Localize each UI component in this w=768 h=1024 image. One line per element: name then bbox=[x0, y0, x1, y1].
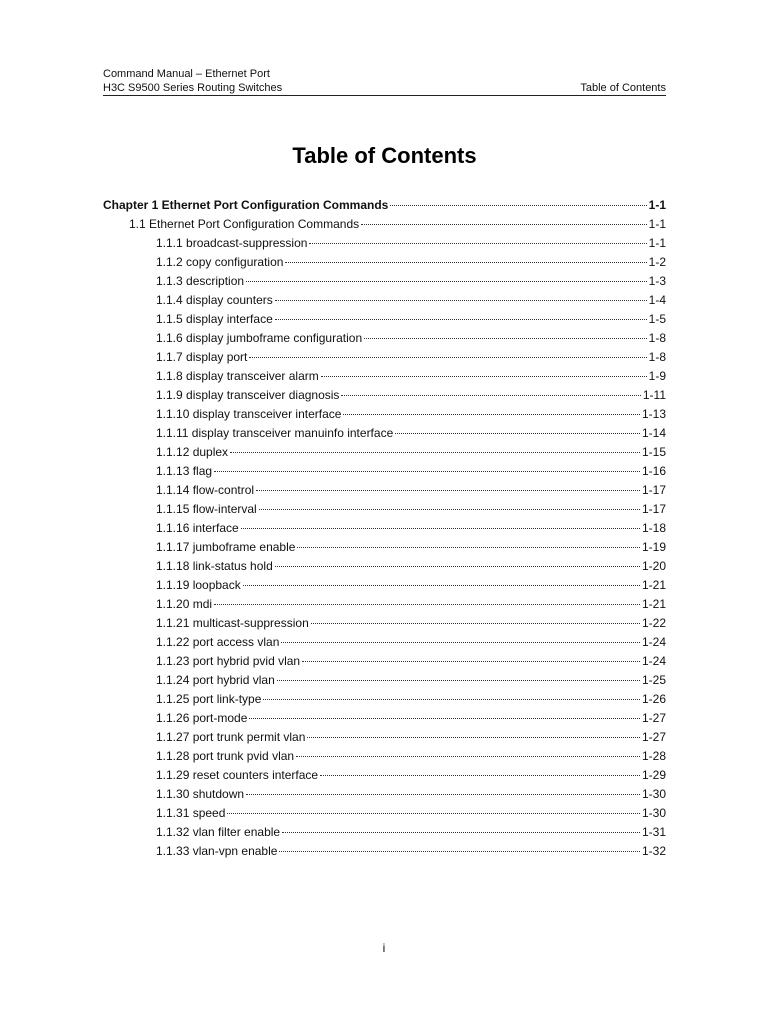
toc-dot-leader bbox=[275, 565, 640, 567]
toc-entry[interactable] bbox=[103, 424, 666, 443]
toc-dot-leader bbox=[275, 299, 647, 301]
toc-entry[interactable] bbox=[103, 633, 666, 652]
toc-entry-page: 1-8 bbox=[648, 331, 666, 345]
toc-dot-leader bbox=[343, 413, 640, 415]
toc-entry[interactable] bbox=[103, 614, 666, 633]
toc-entry-label: 1.1.24 port hybrid vlan bbox=[156, 673, 275, 687]
toc-entry-label: 1.1.10 display transceiver interface bbox=[156, 407, 342, 421]
toc-entry-label: 1.1.21 multicast-suppression bbox=[156, 616, 309, 630]
toc-dot-leader bbox=[364, 337, 647, 339]
toc-entry-label: 1.1.9 display transceiver diagnosis bbox=[156, 388, 340, 402]
toc-entry-page: 1-9 bbox=[648, 369, 666, 383]
toc-dot-leader bbox=[275, 318, 647, 320]
toc-dot-leader bbox=[214, 603, 640, 605]
toc-entry-page: 1-25 bbox=[641, 673, 666, 687]
toc-entry-page: 1-3 bbox=[648, 274, 666, 288]
toc-entry-page: 1-32 bbox=[641, 844, 666, 858]
page-number: i bbox=[382, 941, 386, 955]
toc-entry[interactable] bbox=[103, 785, 666, 804]
toc-dot-leader bbox=[227, 812, 640, 814]
toc-entry-page: 1-27 bbox=[641, 730, 666, 744]
toc-entry-page: 1-21 bbox=[641, 597, 666, 611]
toc-dot-leader bbox=[246, 280, 647, 282]
header-section-name: Table of Contents bbox=[580, 82, 666, 94]
toc-dot-leader bbox=[307, 736, 640, 738]
toc-entry-page: 1-5 bbox=[648, 312, 666, 326]
toc-entry[interactable] bbox=[103, 671, 666, 690]
toc-entry[interactable] bbox=[103, 329, 666, 348]
toc-entry-label: 1.1.25 port link-type bbox=[156, 692, 262, 706]
toc-entry-label: 1.1.29 reset counters interface bbox=[156, 768, 319, 782]
toc-entry-label: 1.1.13 flag bbox=[156, 464, 213, 478]
toc-entry[interactable] bbox=[103, 386, 666, 405]
toc-entry[interactable] bbox=[103, 348, 666, 367]
toc-entry-label: 1.1.26 port-mode bbox=[156, 711, 248, 725]
toc-entry-label: 1.1.16 interface bbox=[156, 521, 239, 535]
toc-entry-page: 1-24 bbox=[641, 635, 666, 649]
toc-entry-label: 1.1.4 display counters bbox=[156, 293, 273, 307]
toc-dot-leader bbox=[256, 489, 640, 491]
toc-entry-page: 1-26 bbox=[641, 692, 666, 706]
toc-entry-label: 1.1.33 vlan-vpn enable bbox=[156, 844, 278, 858]
toc-entry-label: 1.1.3 description bbox=[156, 274, 245, 288]
toc-entry[interactable] bbox=[103, 576, 666, 595]
toc-entry[interactable] bbox=[103, 557, 666, 576]
toc-entry[interactable] bbox=[103, 728, 666, 747]
product-name: H3C S9500 Series Routing Switches bbox=[103, 82, 283, 94]
toc-entry-page: 1-18 bbox=[641, 521, 666, 535]
toc-entry-page: 1-4 bbox=[648, 293, 666, 307]
toc-entry-page: 1-17 bbox=[641, 483, 666, 497]
toc-entry-page: 1-1 bbox=[648, 217, 666, 231]
toc-entry-label: 1.1.22 port access vlan bbox=[156, 635, 280, 649]
toc-entry-label: 1.1.19 loopback bbox=[156, 578, 241, 592]
toc-entry-page: 1-31 bbox=[641, 825, 666, 839]
toc-dot-leader bbox=[259, 508, 640, 510]
toc-entry-label: 1.1.14 flow-control bbox=[156, 483, 255, 497]
toc-entry[interactable] bbox=[103, 367, 666, 386]
toc-dot-leader bbox=[320, 774, 640, 776]
toc-dot-leader bbox=[321, 375, 647, 377]
toc-dot-leader bbox=[249, 717, 640, 719]
toc-entry-page: 1-13 bbox=[641, 407, 666, 421]
toc-entry[interactable] bbox=[103, 291, 666, 310]
toc-entry[interactable] bbox=[103, 538, 666, 557]
toc-entry-page: 1-29 bbox=[641, 768, 666, 782]
toc-entry-page: 1-14 bbox=[641, 426, 666, 440]
toc-dot-leader bbox=[311, 622, 640, 624]
toc-entry[interactable] bbox=[103, 234, 666, 253]
toc-dot-leader bbox=[277, 679, 640, 681]
toc-dot-leader bbox=[214, 470, 640, 472]
toc-dot-leader bbox=[296, 755, 640, 757]
toc-dot-leader bbox=[249, 356, 646, 358]
toc-entry-label: 1.1.1 broadcast-suppression bbox=[156, 236, 308, 250]
toc-entry-label: 1.1.32 vlan filter enable bbox=[156, 825, 281, 839]
toc-dot-leader bbox=[246, 793, 640, 795]
toc-entry-label: 1.1.2 copy configuration bbox=[156, 255, 284, 269]
toc-dot-leader bbox=[285, 261, 646, 263]
toc-entry-page: 1-16 bbox=[641, 464, 666, 478]
toc-entry-page: 1-1 bbox=[648, 198, 666, 212]
toc-dot-leader bbox=[263, 698, 640, 700]
toc-entry[interactable] bbox=[103, 405, 666, 424]
toc-entry-page: 1-15 bbox=[641, 445, 666, 459]
toc-entry-label: 1.1.28 port trunk pvid vlan bbox=[156, 749, 295, 763]
toc-entry-label: 1.1.27 port trunk permit vlan bbox=[156, 730, 306, 744]
toc-entry-label: 1.1.17 jumboframe enable bbox=[156, 540, 296, 554]
toc-entry[interactable] bbox=[103, 652, 666, 671]
toc-entry-page: 1-8 bbox=[648, 350, 666, 364]
toc-entry-page: 1-1 bbox=[648, 236, 666, 250]
toc-entry[interactable] bbox=[103, 842, 666, 861]
toc-entry[interactable] bbox=[103, 823, 666, 842]
toc-entry-label: Chapter 1 Ethernet Port Configuration Commands bbox=[103, 198, 389, 212]
toc-entry[interactable] bbox=[103, 310, 666, 329]
toc-entry[interactable] bbox=[103, 747, 666, 766]
toc-entry-label: 1.1.20 mdi bbox=[156, 597, 213, 611]
toc-entry-label: 1.1.11 display transceiver manuinfo interface bbox=[156, 426, 394, 440]
toc-entry[interactable] bbox=[103, 272, 666, 291]
page-header bbox=[103, 67, 666, 95]
toc-entry[interactable] bbox=[103, 462, 666, 481]
toc-entry[interactable] bbox=[103, 500, 666, 519]
toc-entry-page: 1-17 bbox=[641, 502, 666, 516]
manual-title: Command Manual – Ethernet Port bbox=[103, 68, 270, 80]
toc-entry-page: 1-2 bbox=[648, 255, 666, 269]
toc-entry-label: 1.1.23 port hybrid pvid vlan bbox=[156, 654, 301, 668]
toc-entry-page: 1-27 bbox=[641, 711, 666, 725]
toc-entry-page: 1-21 bbox=[641, 578, 666, 592]
table-of-contents bbox=[103, 196, 666, 861]
toc-dot-leader bbox=[241, 527, 640, 529]
toc-entry-label: 1.1.15 flow-interval bbox=[156, 502, 257, 516]
page-title: Table of Contents bbox=[292, 143, 477, 168]
toc-entry-label: 1.1 Ethernet Port Configuration Commands bbox=[129, 217, 360, 231]
toc-dot-leader bbox=[309, 242, 646, 244]
toc-dot-leader bbox=[302, 660, 640, 662]
toc-entry-page: 1-30 bbox=[641, 806, 666, 820]
toc-entry[interactable] bbox=[103, 595, 666, 614]
toc-entry[interactable] bbox=[103, 519, 666, 538]
toc-entry[interactable] bbox=[103, 766, 666, 785]
toc-dot-leader bbox=[361, 223, 647, 225]
toc-dot-leader bbox=[281, 641, 640, 643]
toc-entry-label: 1.1.7 display port bbox=[156, 350, 248, 364]
toc-entry[interactable] bbox=[103, 253, 666, 272]
toc-entry-label: 1.1.18 link-status hold bbox=[156, 559, 273, 573]
toc-dot-leader bbox=[279, 850, 640, 852]
toc-dot-leader bbox=[390, 204, 646, 206]
toc-dot-leader bbox=[297, 546, 640, 548]
toc-entry-label: 1.1.8 display transceiver alarm bbox=[156, 369, 319, 383]
toc-entry[interactable] bbox=[103, 709, 666, 728]
toc-entry-page: 1-11 bbox=[642, 388, 666, 402]
header-divider bbox=[103, 95, 666, 96]
toc-dot-leader bbox=[230, 451, 640, 453]
toc-entry-label: 1.1.12 duplex bbox=[156, 445, 229, 459]
toc-entry[interactable] bbox=[103, 196, 666, 215]
toc-entry-label: 1.1.30 shutdown bbox=[156, 787, 245, 801]
toc-entry[interactable] bbox=[103, 804, 666, 823]
toc-entry[interactable] bbox=[103, 690, 666, 709]
toc-entry[interactable] bbox=[103, 215, 666, 234]
toc-entry[interactable] bbox=[103, 481, 666, 500]
toc-entry-label: 1.1.31 speed bbox=[156, 806, 226, 820]
toc-entry[interactable] bbox=[103, 443, 666, 462]
toc-dot-leader bbox=[341, 394, 640, 396]
toc-entry-page: 1-30 bbox=[641, 787, 666, 801]
toc-entry-page: 1-20 bbox=[641, 559, 666, 573]
toc-entry-page: 1-28 bbox=[641, 749, 666, 763]
toc-entry-label: 1.1.5 display interface bbox=[156, 312, 273, 326]
toc-dot-leader bbox=[282, 831, 640, 833]
toc-dot-leader bbox=[243, 584, 640, 586]
toc-entry-page: 1-19 bbox=[641, 540, 666, 554]
toc-entry-page: 1-24 bbox=[641, 654, 666, 668]
toc-dot-leader bbox=[395, 432, 640, 434]
header-row bbox=[103, 81, 666, 95]
toc-entry-label: 1.1.6 display jumboframe configuration bbox=[156, 331, 363, 345]
toc-entry-page: 1-22 bbox=[641, 616, 666, 630]
